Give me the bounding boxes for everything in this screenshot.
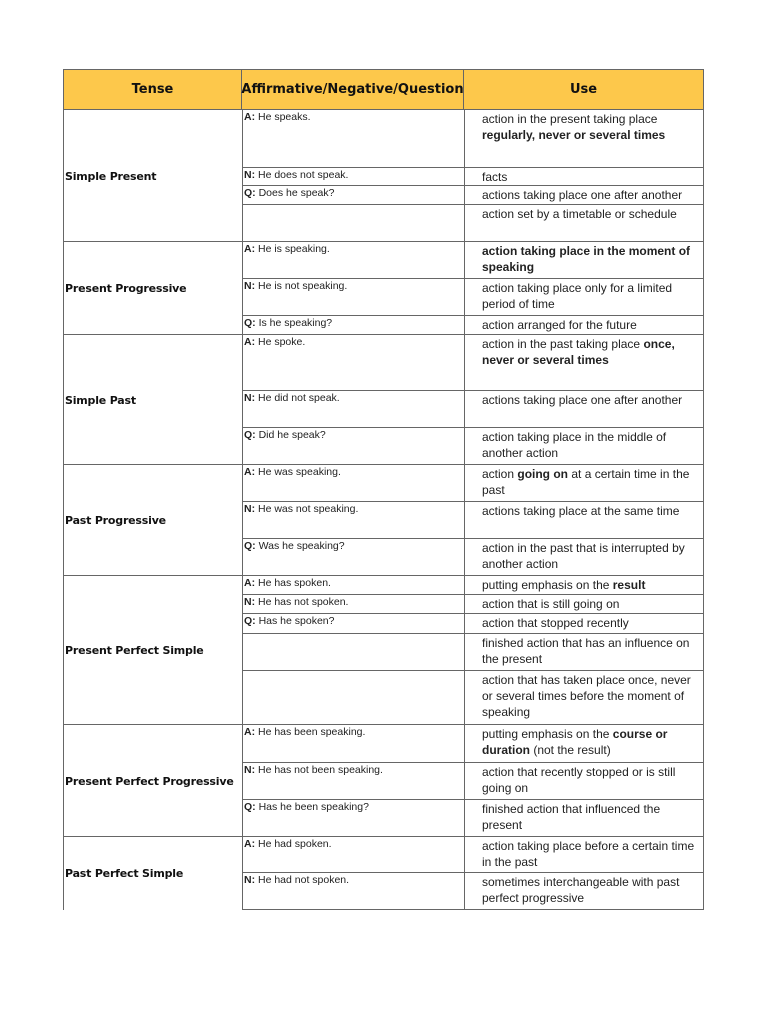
example-cell: Q: Does he speak? — [242, 186, 464, 205]
example-cell: N: He had not spoken. — [242, 873, 464, 910]
tense-name: Simple Past — [63, 335, 242, 465]
example-cell: Q: Was he speaking? — [242, 539, 464, 576]
example-cell — [242, 205, 464, 242]
example-cell: Q: Has he spoken? — [242, 614, 464, 634]
use-cell: action taking place in the middle of another action — [464, 428, 704, 465]
example-cell: Q: Did he speak? — [242, 428, 464, 465]
tense-name: Past Progressive — [63, 465, 242, 576]
use-cell: putting emphasis on the course or duration (not the result) — [464, 725, 704, 763]
use-cell: action in the past taking place once, never or several times — [464, 335, 704, 391]
header-tense: Tense — [63, 69, 242, 110]
use-cell: action going on at a certain time in the past — [464, 465, 704, 502]
use-cell: actions taking place one after another — [464, 186, 704, 205]
use-cell: sometimes interchangeable with past perfect progressive — [464, 873, 704, 910]
example-cell: N: He has not been speaking. — [242, 763, 464, 800]
use-cell: action arranged for the future — [464, 316, 704, 335]
use-cell: actions taking place at the same time — [464, 502, 704, 539]
column-border — [63, 110, 64, 910]
use-cell: action that recently stopped or is still going on — [464, 763, 704, 800]
column-border — [242, 110, 243, 910]
example-cell: A: He speaks. — [242, 110, 464, 168]
use-cell: action that has taken place once, never or several times before the moment of speaking — [464, 671, 704, 725]
example-cell — [242, 634, 464, 671]
tense-name: Present Progressive — [63, 242, 242, 335]
use-cell: action in the past that is interrupted by another action — [464, 539, 704, 576]
use-cell: actions taking place one after another — [464, 391, 704, 428]
header-use: Use — [464, 69, 704, 110]
column-border — [464, 110, 465, 910]
example-cell: Q: Has he been speaking? — [242, 800, 464, 837]
use-cell: finished action that influenced the present — [464, 800, 704, 837]
example-cell: A: He spoke. — [242, 335, 464, 391]
column-border — [703, 110, 704, 910]
use-cell: action set by a timetable or schedule — [464, 205, 704, 242]
example-cell: N: He is not speaking. — [242, 279, 464, 316]
use-cell: action in the present taking place regularly, never or several times — [464, 110, 704, 168]
use-cell: action that stopped recently — [464, 614, 704, 634]
example-cell: N: He does not speak. — [242, 168, 464, 186]
use-cell: action that is still going on — [464, 595, 704, 614]
tense-table — [63, 69, 704, 934]
use-cell: action taking place only for a limited period of time — [464, 279, 704, 316]
use-cell: putting emphasis on the result — [464, 576, 704, 595]
example-cell: A: He has spoken. — [242, 576, 464, 595]
example-cell: A: He was speaking. — [242, 465, 464, 502]
example-cell: A: He is speaking. — [242, 242, 464, 279]
use-cell: finished action that has an influence on the present — [464, 634, 704, 671]
header-forms: Affirmative/Negative/Question — [242, 69, 464, 110]
example-cell: N: He was not speaking. — [242, 502, 464, 539]
example-cell: N: He has not spoken. — [242, 595, 464, 614]
tense-name: Present Perfect Progressive — [63, 725, 242, 837]
example-cell — [242, 671, 464, 725]
use-cell: action taking place in the moment of speaking — [464, 242, 704, 279]
example-cell: A: He has been speaking. — [242, 725, 464, 763]
example-cell: A: He had spoken. — [242, 837, 464, 873]
tense-name: Simple Present — [63, 110, 242, 242]
use-cell: action taking place before a certain time in the past — [464, 837, 704, 873]
example-cell: N: He did not speak. — [242, 391, 464, 428]
use-cell: facts — [464, 168, 704, 186]
tense-name: Past Perfect Simple — [63, 837, 242, 910]
example-cell: Q: Is he speaking? — [242, 316, 464, 335]
tense-name: Present Perfect Simple — [63, 576, 242, 725]
